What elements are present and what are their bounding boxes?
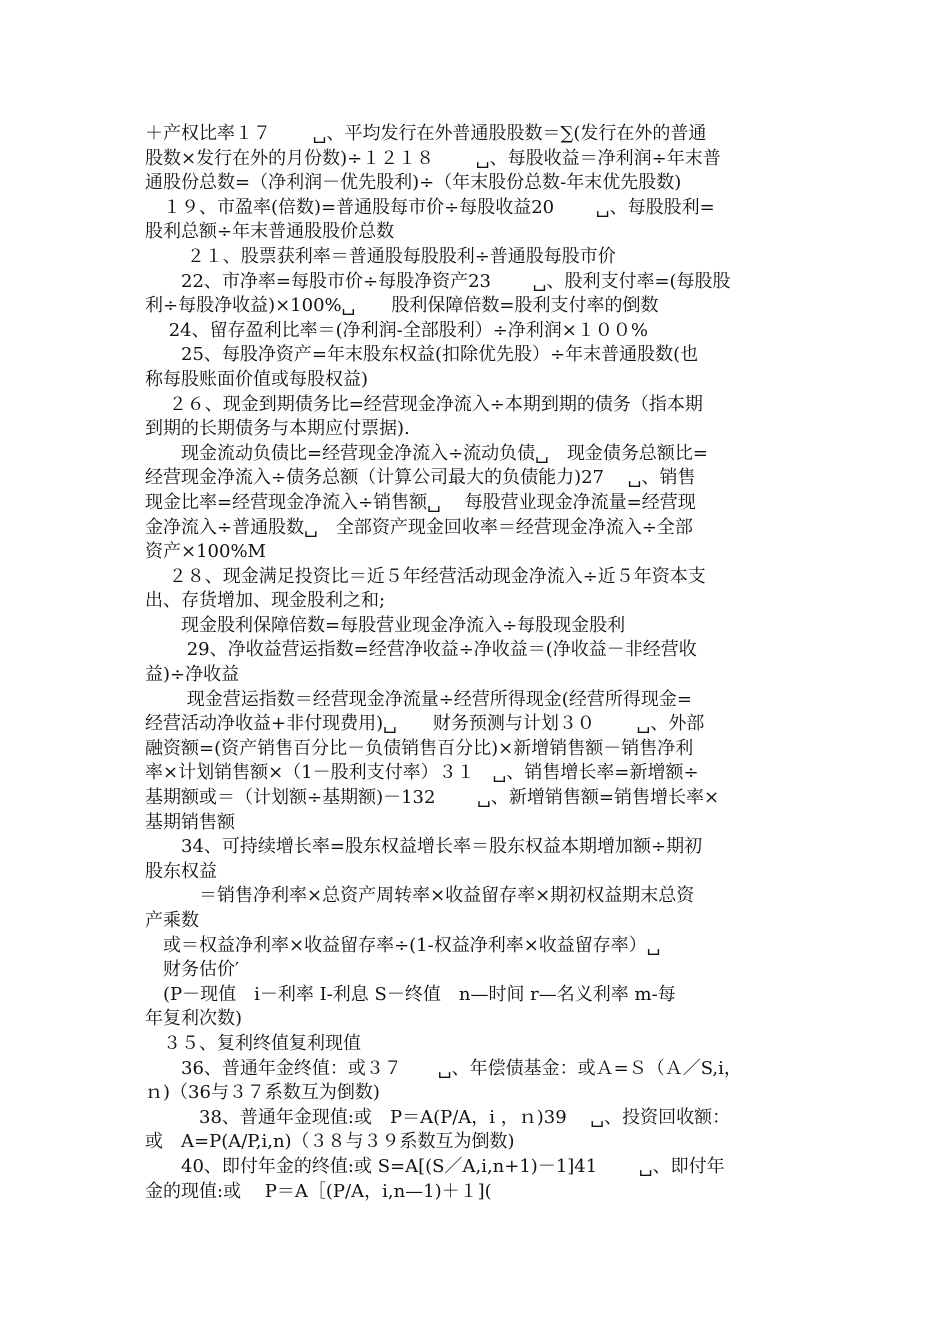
text-line: 现金流动负债比=经营现金净流入÷流动负债␣ 现金债务总额比= bbox=[145, 442, 708, 464]
text-line: 股利总额÷年末普通股股价总数 bbox=[145, 221, 395, 243]
text-line: 29、净收益营运指数=经营净收益÷净收益＝(净收益－非经营收 bbox=[145, 639, 697, 661]
text-line: 38、普通年金现值:或 P＝A(P/A，i ，ｎ)39 ␣、投资回收额： bbox=[145, 1106, 731, 1128]
text-line: 经营活动净收益+非付现费用)␣ 财务预测与计划３０ ␣、外部 bbox=[145, 713, 705, 735]
text-line: 年复利次数) bbox=[145, 1008, 243, 1030]
text-line: 40、即付年金的终值:或 S=A[(S／A,i,n+1)－1]41 ␣、即付年 bbox=[145, 1155, 725, 1177]
text-line: ２８、现金满足投资比＝近５年经营活动现金净流入÷近５年资本支 bbox=[145, 565, 706, 587]
text-line: ｎ)（36与３７系数互为倒数) bbox=[145, 1082, 380, 1104]
text-line: 股数×发行在外的月份数)÷１２１８ ␣、每股收益＝净利润÷年末普 bbox=[145, 147, 721, 169]
text-line: 资产×100%M bbox=[145, 541, 266, 563]
text-line: 36、普通年金终值：或３７ ␣、年偿债基金：或Ａ=Ｓ（Ａ／S,i， bbox=[145, 1057, 742, 1079]
text-line: ＋产权比率１７ ␣、平均发行在外普通股股数＝∑(发行在外的普通 bbox=[145, 123, 707, 144]
text-line: 经营现金净流入÷债务总额（计算公司最大的负债能力)27 ␣、销售 bbox=[145, 467, 696, 489]
text-line: 财务估价′ bbox=[145, 959, 240, 981]
text-line: 通股份总数=（净利润－优先股利)÷（年末股份总数-年末优先股数) bbox=[145, 172, 682, 194]
text-line: 金的现值:或 P＝A［(P/A，i,n—1)＋１]( bbox=[145, 1180, 492, 1202]
text-line: ２１、股票获利率＝普通股每股股利÷普通股每股市价 bbox=[145, 245, 616, 267]
text-line: 出、存货增加、现金股利之和; bbox=[145, 590, 386, 612]
text-line: 益)÷净收益 bbox=[145, 664, 240, 686]
text-line: 现金营运指数＝经营现金净流量÷经营所得现金(经营所得现金= bbox=[145, 688, 692, 710]
text-line: 利÷每股净收益)×100%␣ 股利保障倍数=股利支付率的倒数 bbox=[145, 295, 659, 317]
text-line: (P－现值 i－利率 I-利息 S－终值 n—时间 r—名义利率 m-每 bbox=[145, 983, 676, 1005]
text-line: 现金比率=经营现金净流入÷销售额␣ 每股营业现金净流量=经营现 bbox=[145, 491, 696, 513]
text-line: 34、可持续增长率=股东权益增长率＝股东权益本期增加额÷期初 bbox=[145, 836, 703, 858]
text-line: ２６、现金到期债务比=经营现金净流入÷本期到期的债务（指本期 bbox=[145, 393, 703, 415]
text-line: １９、市盈率(倍数)=普通股每市价÷每股收益20 ␣、每股股利= bbox=[145, 196, 715, 218]
text-line: 股东权益 bbox=[145, 860, 217, 882]
text-line: 金净流入÷普通股数␣ 全部资产现金回收率＝经营现金净流入÷全部 bbox=[145, 516, 693, 538]
text-line: 产乘数 bbox=[145, 910, 199, 931]
text-line: 或＝权益净利率×收益留存率÷(1-权益净利率×收益留存率）␣ bbox=[145, 934, 661, 956]
text-line: 到期的长期债务与本期应付票据). bbox=[145, 418, 410, 440]
text-line: 基期销售额 bbox=[145, 811, 235, 833]
text-line: 融资额=(资产销售百分比－负债销售百分比)×新增销售额－销售净利 bbox=[145, 737, 694, 759]
text-line: 24、留存盈利比率＝(净利润-全部股利）÷净利润×１００% bbox=[145, 319, 648, 341]
text-line: 22、市净率=每股市价÷每股净资产23 ␣、股利支付率=(每股股 bbox=[145, 270, 731, 292]
text-line: 现金股利保障倍数=每股营业现金净流入÷每股现金股利 bbox=[145, 614, 626, 636]
text-line: 称每股账面价值或每股权益) bbox=[145, 368, 369, 390]
text-line: ３５、复利终值复利现值 bbox=[145, 1032, 361, 1054]
text-line: 率×计划销售额×（1－股利支付率）３１ ␣、销售增长率=新增额÷ bbox=[145, 762, 699, 784]
document-body bbox=[145, 122, 810, 1204]
text-line: 或 A=P(A/P,i,n)（３８与３９系数互为倒数) bbox=[145, 1131, 515, 1153]
text-line: ＝销售净利率×总资产周转率×收益留存率×期初权益期末总资 bbox=[145, 885, 695, 907]
text-line: 25、每股净资产=年末股东权益(扣除优先股）÷年末普通股数(也 bbox=[145, 344, 699, 366]
text-line: 基期额或＝（计划额÷基期额)－132 ␣、新增销售额=销售增长率× bbox=[145, 787, 720, 809]
